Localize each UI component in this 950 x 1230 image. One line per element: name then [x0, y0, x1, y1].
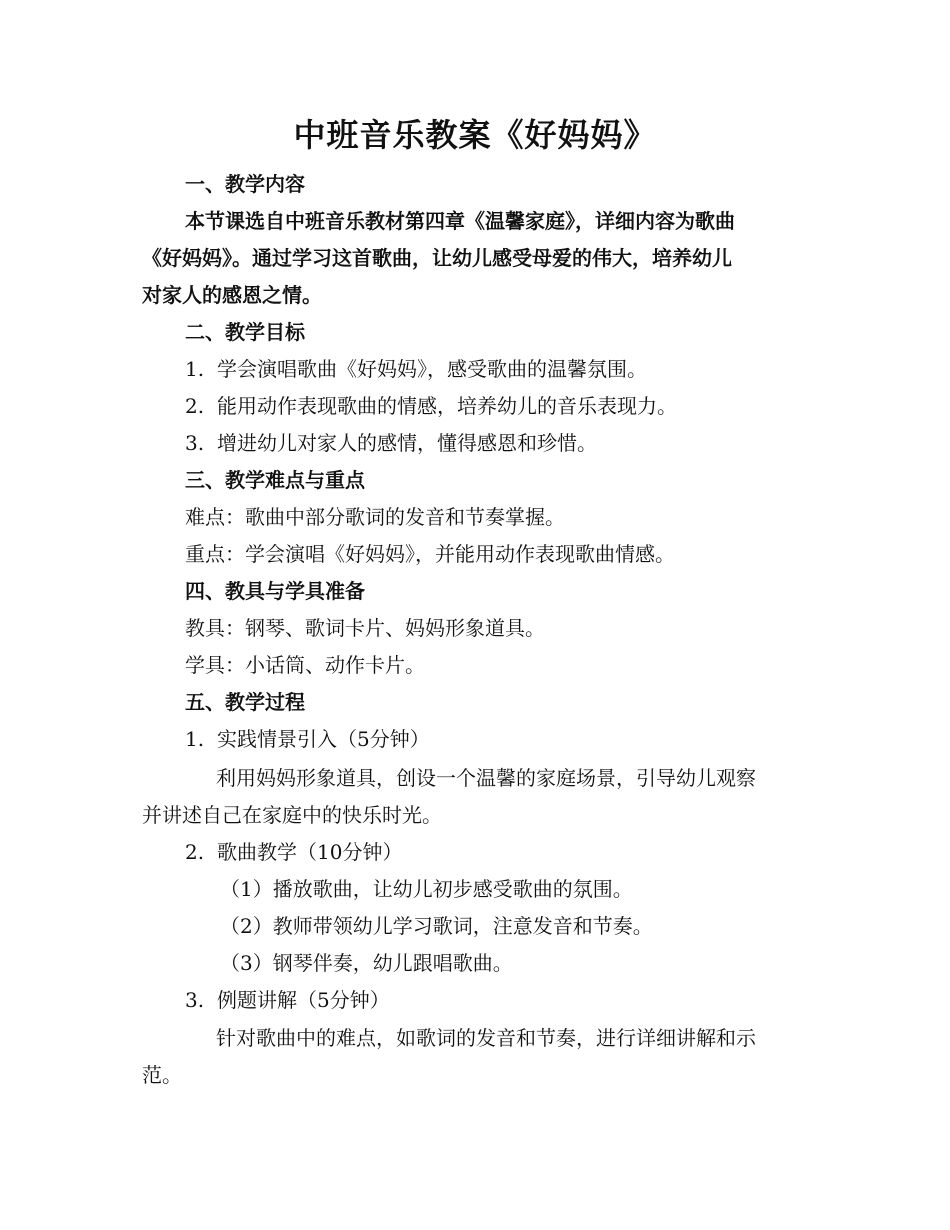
section-heading-materials: 四、教具与学具准备 — [185, 579, 365, 603]
objective-number: 3. — [185, 431, 205, 455]
step-subitem: （2）教师带领幼儿学习歌词，注意发音和节奏。 — [220, 914, 653, 938]
process-step-title — [185, 834, 865, 871]
step-title: 实践情景引入（5分钟） — [217, 727, 430, 751]
step-body-line-2: 范。 — [142, 1063, 182, 1087]
content-paragraph-line-3: 对家人的感恩之情。 — [142, 283, 322, 307]
key-point-text: 重点：学会演唱《好妈妈》，并能用动作表现歌曲情感。 — [185, 542, 675, 566]
step-body-line-1: 针对歌曲中的难点，如歌词的发音和节奏，进行详细讲解和示 — [216, 1026, 756, 1050]
objective-item — [185, 351, 865, 388]
objective-number: 1. — [185, 357, 205, 381]
objective-text: 能用动作表现歌曲的情感，培养幼儿的音乐表现力。 — [217, 394, 677, 418]
section-heading-content: 一、教学内容 — [185, 172, 305, 196]
difficulty-text: 难点：歌曲中部分歌词的发音和节奏掌握。 — [185, 505, 565, 529]
objective-text: 学会演唱歌曲《好妈妈》，感受歌曲的温馨氛围。 — [217, 357, 647, 381]
step-body-line-1: 利用妈妈形象道具，创设一个温馨的家庭场景，引导幼儿观察 — [216, 766, 756, 790]
objective-item — [185, 425, 865, 462]
process-step-title — [185, 982, 865, 1019]
objective-item — [185, 388, 865, 425]
objective-number: 2. — [185, 394, 205, 418]
step-subitem: （3）钢琴伴奏，幼儿跟唱歌曲。 — [220, 951, 513, 975]
step-body-line-2: 并讲述自己在家庭中的快乐时光。 — [142, 803, 442, 827]
content-paragraph-line-2: 《好妈妈》。通过学习这首歌曲，让幼儿感受母爱的伟大，培养幼儿 — [142, 246, 732, 270]
objective-text: 增进幼儿对家人的感情，懂得感恩和珍惜。 — [217, 431, 597, 455]
section-heading-process: 五、教学过程 — [185, 690, 305, 714]
teaching-aids-text: 教具：钢琴、歌词卡片、妈妈形象道具。 — [185, 616, 545, 640]
section-heading-objectives: 二、教学目标 — [185, 320, 305, 344]
step-number: 3. — [185, 988, 205, 1012]
page-title: 中班音乐教案《好妈妈》 — [293, 116, 657, 154]
content-paragraph-line-1: 本节课选自中班音乐教材第四章《温馨家庭》，详细内容为歌曲 — [185, 209, 735, 233]
step-title: 歌曲教学（10分钟） — [217, 840, 403, 864]
step-number: 2. — [185, 840, 205, 864]
process-step-title — [185, 721, 865, 758]
step-number: 1. — [185, 727, 205, 751]
step-title: 例题讲解（5分钟） — [217, 988, 390, 1012]
learning-aids-text: 学具：小话筒、动作卡片。 — [185, 653, 425, 677]
step-subitem: （1）播放歌曲，让幼儿初步感受歌曲的氛围。 — [220, 877, 633, 901]
section-heading-difficulties: 三、教学难点与重点 — [185, 468, 365, 492]
